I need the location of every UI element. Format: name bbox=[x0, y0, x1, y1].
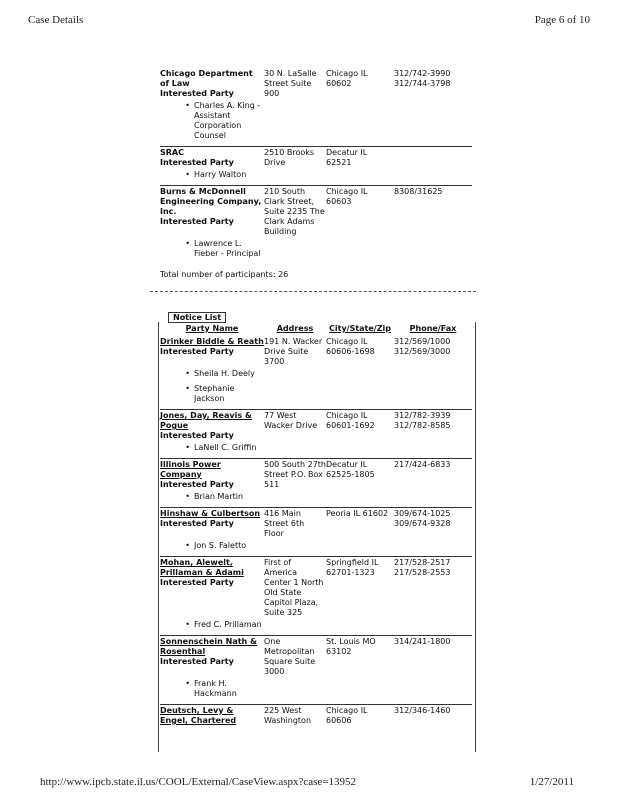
party-address: One Metropolitan Square Suite 3000 bbox=[264, 637, 316, 676]
party-role: Interested Party bbox=[160, 578, 234, 587]
party-row bbox=[160, 507, 472, 556]
party-role: Interested Party bbox=[160, 657, 234, 666]
bullet-icon: • bbox=[185, 541, 190, 550]
contact-item bbox=[160, 237, 472, 262]
party-address: First of America Center 1 North Old State Capitol Plaza, Suite 325 bbox=[264, 558, 324, 617]
contact-name: Stephanie Jackson bbox=[194, 384, 235, 403]
party-role: Interested Party bbox=[160, 347, 234, 356]
party-city: St. Louis MO 63102 bbox=[326, 637, 376, 656]
print-date: 1/27/2011 bbox=[529, 776, 574, 788]
contact-name: Charles A. King - Assistant Corporation Counsel bbox=[194, 101, 261, 140]
bullet-icon: • bbox=[185, 492, 190, 501]
total-participants: Total number of participants: 26 bbox=[160, 270, 289, 279]
party-city: Chicago IL 60603 bbox=[326, 187, 368, 206]
contact-item bbox=[160, 441, 472, 456]
party-phone bbox=[394, 148, 472, 168]
contact-name: Fred C. Prillaman bbox=[194, 620, 262, 629]
party-city: Chicago IL 60602 bbox=[326, 69, 368, 88]
party-city: Decatur IL 62525-1805 bbox=[326, 460, 375, 479]
bullet-icon: • bbox=[185, 170, 190, 179]
party-role: Interested Party bbox=[160, 217, 234, 226]
party-phone: 312/742-3990 312/744-3798 bbox=[394, 69, 451, 88]
col-city-state-zip[interactable]: City/State/Zip bbox=[329, 324, 391, 333]
contact-name: LaNell C. Griffin bbox=[194, 443, 257, 452]
contact-item bbox=[160, 168, 472, 183]
party-phone: 217/528-2517 217/528-2553 bbox=[394, 558, 451, 577]
bullet-icon: • bbox=[185, 101, 190, 110]
party-address: 30 N. LaSalle Street Suite 900 bbox=[264, 69, 317, 98]
party-row bbox=[160, 556, 472, 635]
party-city: Peoria IL 61602 bbox=[326, 509, 389, 518]
party-address: 210 South Clark Street, Suite 2235 The Clark Adams Building bbox=[264, 187, 325, 236]
contact-item bbox=[160, 99, 472, 144]
party-row bbox=[160, 146, 472, 185]
party-city: Chicago IL 60606-1698 bbox=[326, 337, 375, 356]
party-address: 225 West Washington bbox=[264, 706, 312, 725]
contact-name: Harry Walton bbox=[194, 170, 247, 179]
party-name[interactable]: Deutsch, Levy & Engel, Chartered bbox=[160, 706, 237, 725]
party-role: Interested Party bbox=[160, 480, 234, 489]
bullet-icon: • bbox=[185, 679, 190, 688]
party-phone: 217/424-6833 bbox=[394, 460, 451, 469]
bullet-icon: • bbox=[185, 384, 190, 393]
party-city: Springfield IL 62701-1323 bbox=[326, 558, 379, 577]
col-party-name[interactable]: Party Name bbox=[185, 324, 239, 333]
party-phone: 312/569/1000 312/569/3000 bbox=[394, 337, 451, 356]
party-name[interactable]: Jones, Day, Reavis & Pogue bbox=[160, 411, 252, 430]
contact-item bbox=[160, 539, 472, 554]
notice-list-header bbox=[160, 324, 472, 333]
party-name: Chicago Department of Law bbox=[160, 69, 253, 88]
bullet-icon: • bbox=[185, 620, 190, 629]
party-row bbox=[160, 704, 472, 728]
party-name[interactable]: Drinker Biddle & Reath bbox=[160, 337, 264, 346]
party-name: SRAC bbox=[160, 148, 184, 157]
party-row bbox=[160, 336, 472, 409]
party-address: 191 N. Wacker Drive Suite 3700 bbox=[264, 337, 323, 366]
notice-list-table bbox=[160, 336, 472, 728]
party-row bbox=[160, 185, 472, 264]
contact-name: Jon S. Faletto bbox=[194, 541, 247, 550]
col-address[interactable]: Address bbox=[276, 324, 314, 333]
contact-item bbox=[160, 382, 472, 407]
page-url: http://www.ipcb.state.il.us/COOL/External/CaseView.aspx?case=13952 bbox=[40, 776, 357, 788]
bullet-icon: • bbox=[185, 239, 190, 248]
contact-name: Lawrence L. Fieber - Principal bbox=[194, 239, 261, 258]
notice-list-title: Notice List bbox=[168, 312, 226, 323]
party-role: Interested Party bbox=[160, 519, 234, 528]
page-number: Page 6 of 10 bbox=[534, 14, 590, 26]
party-city: Chicago IL 60601-1692 bbox=[326, 411, 375, 430]
party-address: 77 West Wacker Drive bbox=[264, 411, 318, 430]
party-phone: 312/782-3939 312/782-8585 bbox=[394, 411, 451, 430]
party-row bbox=[160, 635, 472, 704]
page-header-title: Case Details bbox=[28, 14, 84, 26]
bullet-icon: • bbox=[185, 369, 190, 378]
participant-table bbox=[160, 68, 472, 264]
party-name: Burns & McDonnell Engineering Company, Inc. bbox=[160, 187, 262, 216]
party-name[interactable]: Mohan, Alewelt, Prillaman & Adami bbox=[160, 558, 244, 577]
party-address: 500 South 27th Street P.O. Box 511 bbox=[264, 460, 326, 489]
contact-item bbox=[160, 490, 472, 505]
contact-item bbox=[160, 677, 472, 702]
party-row bbox=[160, 458, 472, 507]
party-name[interactable]: Illinois Power Company bbox=[160, 460, 221, 479]
contact-name: Sheila H. Deely bbox=[194, 369, 255, 378]
contact-item bbox=[160, 618, 472, 633]
contact-item bbox=[160, 367, 472, 382]
col-phone-fax[interactable]: Phone/Fax bbox=[409, 324, 457, 333]
party-city: Decatur IL 62521 bbox=[326, 148, 368, 167]
party-phone: 309/674-1025 309/674-9328 bbox=[394, 509, 451, 528]
party-role: Interested Party bbox=[160, 431, 234, 440]
party-city: Chicago IL 60606 bbox=[326, 706, 368, 725]
party-address: 2510 Brooks Drive bbox=[264, 148, 315, 167]
contact-name: Frank H. Hackmann bbox=[194, 679, 237, 698]
party-row bbox=[160, 409, 472, 458]
party-phone: 8308/31625 bbox=[394, 187, 443, 196]
party-name[interactable]: Sonnenschein Nath & Rosenthal bbox=[160, 637, 257, 656]
party-role: Interested Party bbox=[160, 158, 234, 167]
party-phone: 312/346-1460 bbox=[394, 706, 451, 715]
page-divider bbox=[150, 291, 476, 292]
party-row bbox=[160, 68, 472, 146]
party-name[interactable]: Hinshaw & Culbertson bbox=[160, 509, 261, 518]
contact-name: Brian Martin bbox=[194, 492, 244, 501]
party-address: 416 Main Street 6th Floor bbox=[264, 509, 305, 538]
bullet-icon: • bbox=[185, 443, 190, 452]
party-phone: 314/241-1800 bbox=[394, 637, 451, 646]
party-role: Interested Party bbox=[160, 89, 234, 98]
